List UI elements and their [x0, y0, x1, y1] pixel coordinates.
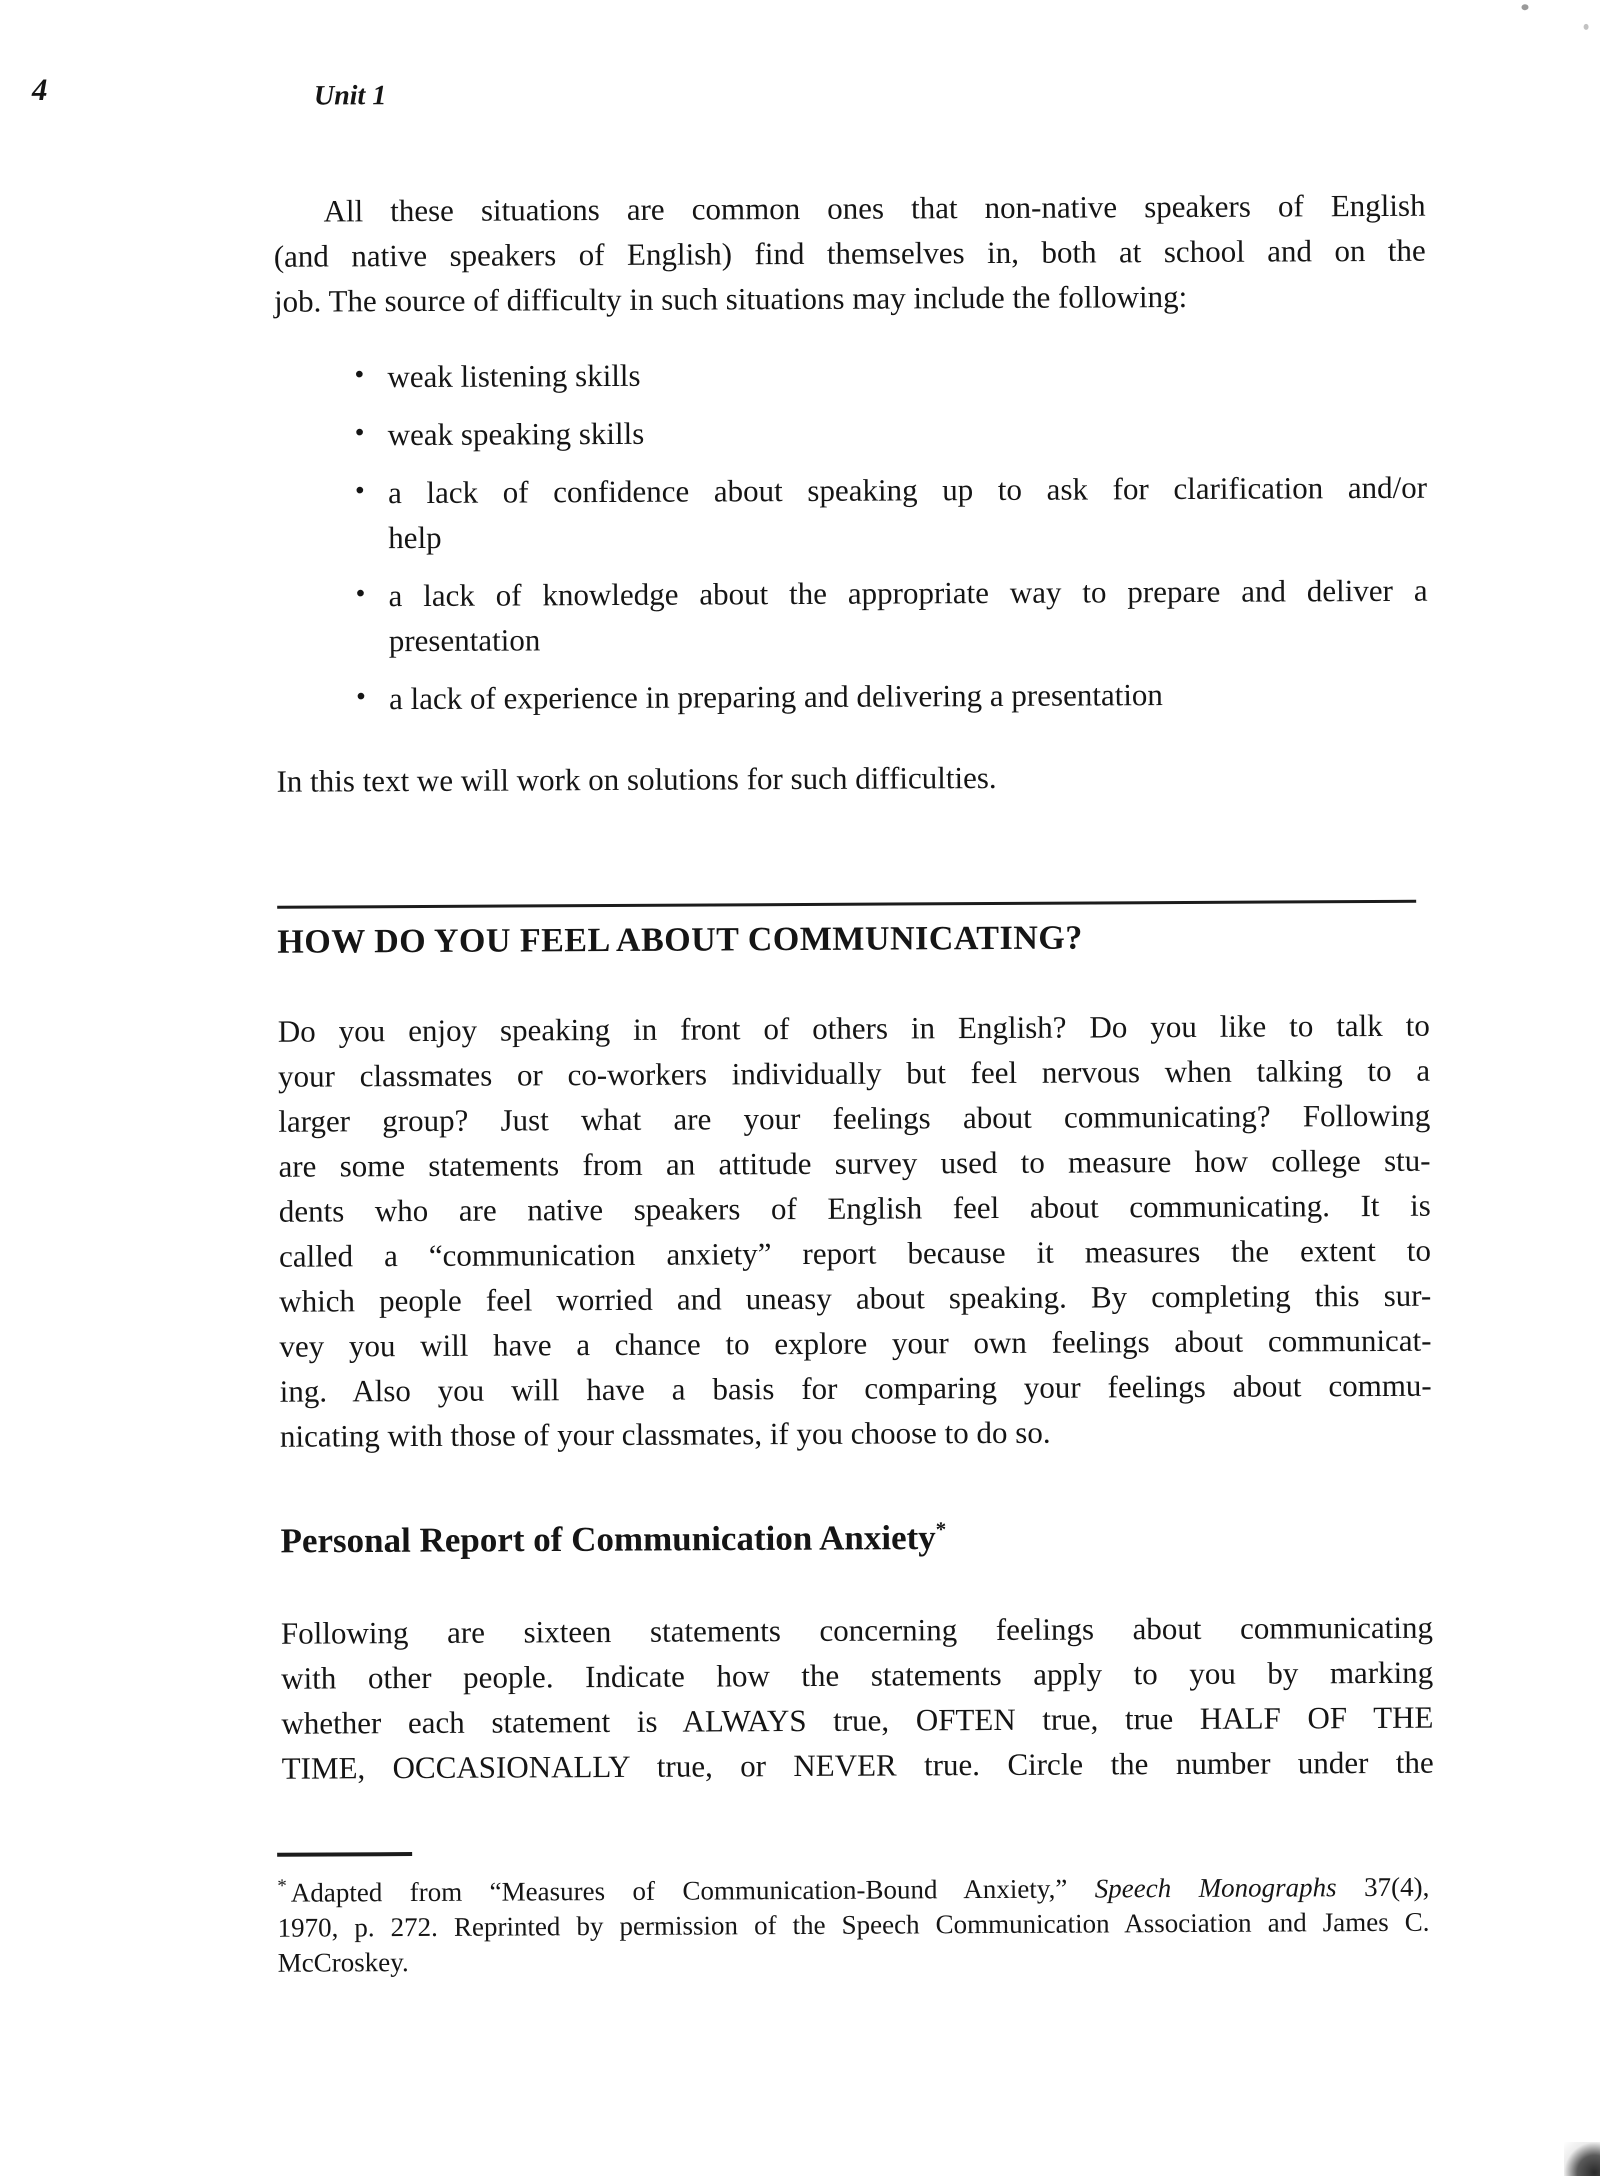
- bullet-item-weak-listening: [274, 349, 1426, 400]
- section-heading: HOW DO YOU FEEL ABOUT COMMUNICATING?: [277, 919, 1083, 961]
- bullet-item-lack-experience: [276, 671, 1428, 722]
- intro-paragraph: [273, 183, 1426, 324]
- text-line: whether each statement is ALWAYS true, OFTEN true, true HALF OF THE: [281, 1699, 1434, 1741]
- text-line: your classmates or co-workers individually but feel nervous when talking to a: [277, 1052, 1431, 1094]
- bullet-icon: •: [355, 578, 366, 610]
- footnote-marker-asterisk: *: [277, 1875, 287, 1897]
- bullet-icon: •: [354, 359, 365, 391]
- footnote-text: Adapted from “Measures of Communication-Bound Anxiety,”: [290, 1873, 1068, 1908]
- text-line: TIME, OCCASIONALLY true, or NEVER true. Circle the number under the: [281, 1744, 1434, 1786]
- bullet-item-lack-confidence: [275, 465, 1427, 561]
- text-line: are some statements from an attitude survey used to measure how college stu-: [278, 1142, 1431, 1184]
- text-line: a lack of confidence about speaking up to ask for clarification and/or: [387, 469, 1428, 511]
- scan-speck: [1584, 24, 1589, 30]
- text-line: a lack of knowledge about the appropriate way to prepare and deliver a: [388, 572, 1428, 614]
- text-line: larger group? Just what are your feelings about communicating? Following: [278, 1097, 1431, 1139]
- footnote-reference-asterisk: *: [935, 1517, 947, 1542]
- bullet-icon: •: [356, 681, 366, 713]
- footnote-journal-title: Speech Monographs: [1094, 1872, 1337, 1904]
- text-line: Do you enjoy speaking in front of others in English? Do you like to talk to: [277, 1007, 1430, 1049]
- footnote: [277, 1863, 1430, 1981]
- footnote-line: McCroskey.: [277, 1947, 409, 1978]
- text-line: (and native speakers of English) find themselves in, both at school and on the: [273, 232, 1426, 274]
- bullet-item-lack-knowledge: [275, 568, 1427, 664]
- subsection-heading: [280, 1515, 1432, 1562]
- text-line: weak speaking skills: [387, 415, 645, 453]
- intro-closing-sentence: In this text we will work on solutions for such difficulties.: [276, 759, 997, 799]
- footnote-line: 1970, p. 272. Reprinted by permission of the Speech Communication Association and James C.: [277, 1906, 1430, 1943]
- bullet-item-weak-speaking: [275, 407, 1427, 458]
- text-line: a lack of experience in preparing and delivering a presentation: [389, 677, 1163, 717]
- text-line: Following are sixteen statements concerning feelings about communicating: [280, 1609, 1434, 1651]
- bullet-text: [388, 465, 1427, 560]
- text-line: dents who are native speakers of English feel about communicating. It is: [278, 1187, 1431, 1229]
- text-line: ing. Also you will have a basis for comparing your feelings about commu-: [279, 1367, 1432, 1409]
- subsection-paragraph: [281, 1605, 1434, 1791]
- bullet-icon: •: [354, 417, 365, 449]
- bullet-text: [388, 568, 1427, 663]
- running-head: Unit 1: [313, 80, 387, 112]
- scan-smudge: [1564, 2142, 1600, 2176]
- text-line: nicating with those of your classmates, if you choose to do so.: [279, 1414, 1051, 1454]
- text-line: presentation: [388, 622, 541, 659]
- bullet-icon: •: [354, 475, 365, 507]
- bullet-text: [389, 671, 1428, 721]
- text-line: weak listening skills: [387, 357, 641, 395]
- footnote-line: [277, 1863, 1429, 1911]
- text-line: job. The source of difficulty in such situations may include the following:: [273, 278, 1188, 319]
- footnote-text: 37(4),: [1364, 1871, 1430, 1903]
- text-line: All these situations are common ones that non-native speakers of English: [323, 187, 1426, 229]
- difficulty-bullet-list: [274, 349, 1428, 735]
- bullet-text: [388, 407, 1427, 457]
- section-divider-rule: [277, 900, 1416, 909]
- text-line: vey you will have a chance to explore your own feelings about communicat-: [279, 1322, 1432, 1364]
- bullet-text: [387, 349, 1426, 399]
- page-number: 4: [31, 71, 48, 108]
- text-line: called a “communication anxiety” report because it measures the extent to: [278, 1232, 1432, 1274]
- text-line: which people feel worried and uneasy about speaking. By completing this sur-: [279, 1277, 1432, 1319]
- subsection-heading-text: Personal Report of Communication Anxiety: [280, 1517, 936, 1561]
- text-line: help: [388, 519, 442, 556]
- footnote-rule: [277, 1852, 412, 1857]
- scan-speck: [1521, 4, 1528, 10]
- section-paragraph: [278, 1003, 1432, 1459]
- text-line: with other people. Indicate how the statements apply to you by marking: [281, 1654, 1434, 1696]
